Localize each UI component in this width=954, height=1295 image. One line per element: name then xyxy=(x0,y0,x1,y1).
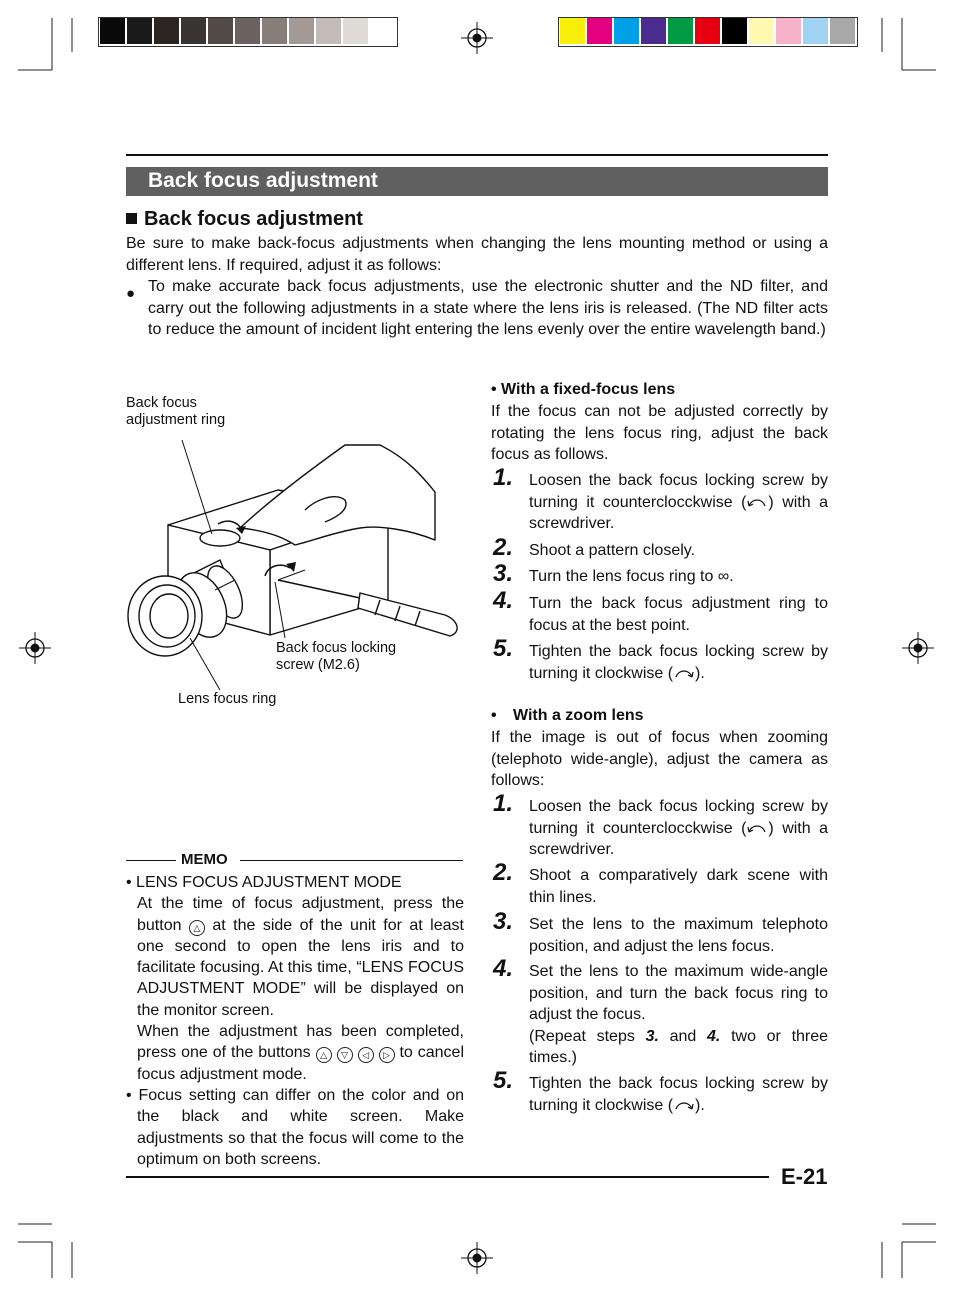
registration-mark-right xyxy=(902,632,934,664)
label-back-focus-ring-line1: Back focus xyxy=(126,395,197,411)
color-swatch xyxy=(181,18,206,44)
counterclockwise-icon xyxy=(746,496,768,508)
memo-rule-right xyxy=(240,860,463,861)
fixed-step-4-number: 4. xyxy=(493,587,514,614)
color-swatch xyxy=(370,18,395,44)
clockwise-icon xyxy=(673,667,695,679)
fixed-focus-intro: If the focus can not be adjusted correctly by rotating the lens focus ring, adjust the back focus as follows. xyxy=(491,403,828,463)
square-bullet-icon xyxy=(126,213,137,224)
clockwise-icon xyxy=(673,1099,695,1111)
memo-item-1-text-c: When the adjustment has been completed, press one of the buttons xyxy=(137,1023,464,1062)
zoom-intro: If the image is out of focus when zooming (telephoto wide-angle), adjust the camera as follows: xyxy=(491,729,828,789)
fixed-step-2-number: 2. xyxy=(493,534,514,561)
label-screw-line2: screw (M2.6) xyxy=(276,657,360,673)
zoom-step-1-number: 1. xyxy=(493,790,514,817)
memo-item-1-text-a: At the time of focus adjustment, press the button xyxy=(137,895,464,934)
registration-mark-top xyxy=(461,22,493,54)
color-swatch xyxy=(722,18,747,44)
lens-button-icon: △ xyxy=(189,920,205,936)
fixed-step-1-number: 1. xyxy=(493,464,514,491)
color-swatch xyxy=(803,18,828,44)
label-screw-line1: Back focus locking xyxy=(276,640,397,656)
color-swatch xyxy=(830,18,855,44)
fixed-step-5: Tighten the back focus locking screw by turning it clockwise ( ). xyxy=(529,643,828,682)
fixed-step-3: Turn the lens focus ring to ∞. xyxy=(529,568,734,585)
bottom-rule xyxy=(126,1176,769,1178)
zoom-step-2-number: 2. xyxy=(493,859,514,886)
fixed-step-1: Loosen the back focus locking screw by turning it counterclocckwise ( ) with a screwdriver. xyxy=(529,472,828,532)
page-number: E-21 xyxy=(781,1164,828,1189)
color-swatch xyxy=(343,18,368,44)
section-heading-text: Back focus adjustment xyxy=(144,208,363,230)
zoom-step-1: Loosen the back focus locking screw by turning it counterclocckwise ( ) with a screwdriver. xyxy=(529,798,828,858)
fixed-step-5-number: 5. xyxy=(493,635,514,662)
color-swatch xyxy=(154,18,179,44)
color-swatch xyxy=(749,18,774,44)
registration-mark-bottom xyxy=(461,1242,493,1274)
top-rule xyxy=(126,154,828,156)
up-button-icon: △ xyxy=(316,1047,332,1063)
title-bar-text: Back focus adjustment xyxy=(148,169,378,192)
color-swatch xyxy=(641,18,666,44)
intro-bullet: To make accurate back focus adjustments, use the electronic shutter and the ND filter, and carry out the following adjustments in a state where the lens iris is released. (The ND filter acts to reduce the amount of incident light entering the lens evenly over the entire wavelength band.) xyxy=(148,278,828,338)
zoom-bullet: • xyxy=(491,707,497,724)
zoom-step-4: Set the lens to the maximum wide-angle position, and turn the back focus ring to adjust the focus. (Repeat steps 3. and 4. two or three times.) xyxy=(529,963,829,1066)
color-swatch xyxy=(560,18,585,44)
memo-title: MEMO xyxy=(181,851,228,868)
memo-item-1-text-d: to cancel focus adjustment mode. xyxy=(137,1044,464,1083)
color-swatch xyxy=(776,18,801,44)
zoom-step-5-number: 5. xyxy=(493,1067,514,1094)
section-heading xyxy=(126,208,363,231)
color-swatch xyxy=(208,18,233,44)
zoom-step-2: Shoot a comparatively dark scene with thin lines. xyxy=(529,867,828,906)
color-swatch xyxy=(262,18,287,44)
right-button-icon: ▷ xyxy=(379,1047,395,1063)
fixed-focus-heading: • With a fixed-focus lens xyxy=(491,381,676,398)
memo-item-1-title: LENS FOCUS ADJUSTMENT MODE xyxy=(136,874,402,891)
title-bar xyxy=(126,167,828,196)
memo-list xyxy=(126,872,464,1170)
zoom-step-5: Tighten the back focus locking screw by turning it clockwise ( ). xyxy=(529,1075,828,1114)
camera-illustration xyxy=(120,430,470,700)
color-swatch xyxy=(587,18,612,44)
color-swatch xyxy=(100,18,125,44)
zoom-step-3-number: 3. xyxy=(493,908,514,935)
intro-paragraph: Be sure to make back-focus adjustments when changing the lens mounting method or using a different lens. If required, adjust it as follows: xyxy=(126,235,828,274)
zoom-step-3: Set the lens to the maximum telephoto position, and adjust the lens focus. xyxy=(529,916,828,955)
fixed-step-3-number: 3. xyxy=(493,560,514,587)
label-lens-focus-ring: Lens focus ring xyxy=(178,691,277,707)
zoom-step-4-number: 4. xyxy=(493,955,514,982)
registration-mark-left xyxy=(19,632,51,664)
color-swatch xyxy=(614,18,639,44)
back-focus-ring xyxy=(200,530,240,546)
color-swatch xyxy=(695,18,720,44)
color-swatch xyxy=(127,18,152,44)
color-swatch xyxy=(235,18,260,44)
memo-item-2: • Focus setting can differ on the color and on the black and white screen. Make adjustments so that the focus will come to the optimum on both screens. xyxy=(126,1086,465,1168)
color-swatch xyxy=(668,18,693,44)
zoom-heading: With a zoom lens xyxy=(513,707,644,724)
counterclockwise-icon xyxy=(746,822,768,834)
label-back-focus-ring-line2: adjustment ring xyxy=(126,412,226,428)
memo-item-2-text: Focus setting can differ on the color and on the black and white screen. Make adjustments so that the focus will come to the optimum on both screens. xyxy=(137,1086,465,1168)
fixed-step-4: Turn the back focus adjustment ring to focus at the best point. xyxy=(529,595,828,634)
memo-item-1: • LENS FOCUS ADJUSTMENT MODE At the time of focus adjustment, press the button △ at the side of the unit for at least one second to open the lens iris and to facilitate focusing. At this time, “LENS FOCUS ADJUSTMENT MODE” will be displayed on the monitor screen. When the adjustment has been completed, press one of the buttons △ ▽ ◁ ▷ to cancel focus adjustment mode. xyxy=(126,874,464,1083)
color-swatch xyxy=(316,18,341,44)
color-swatch xyxy=(289,18,314,44)
memo-rule-left xyxy=(126,860,176,861)
fixed-step-2: Shoot a pattern closely. xyxy=(529,542,696,559)
memo-item-1-text-b: at the side of the unit for at least one second to open the lens iris and to facilitate focusing. At this time, “LENS FOCUS ADJUSTMENT MODE” will be displayed on the monitor screen. xyxy=(137,916,464,1019)
down-button-icon: ▽ xyxy=(337,1047,353,1063)
screwdriver-handle xyxy=(358,593,457,636)
left-button-icon: ◁ xyxy=(358,1047,374,1063)
bullet-dot-icon: ● xyxy=(126,285,136,302)
